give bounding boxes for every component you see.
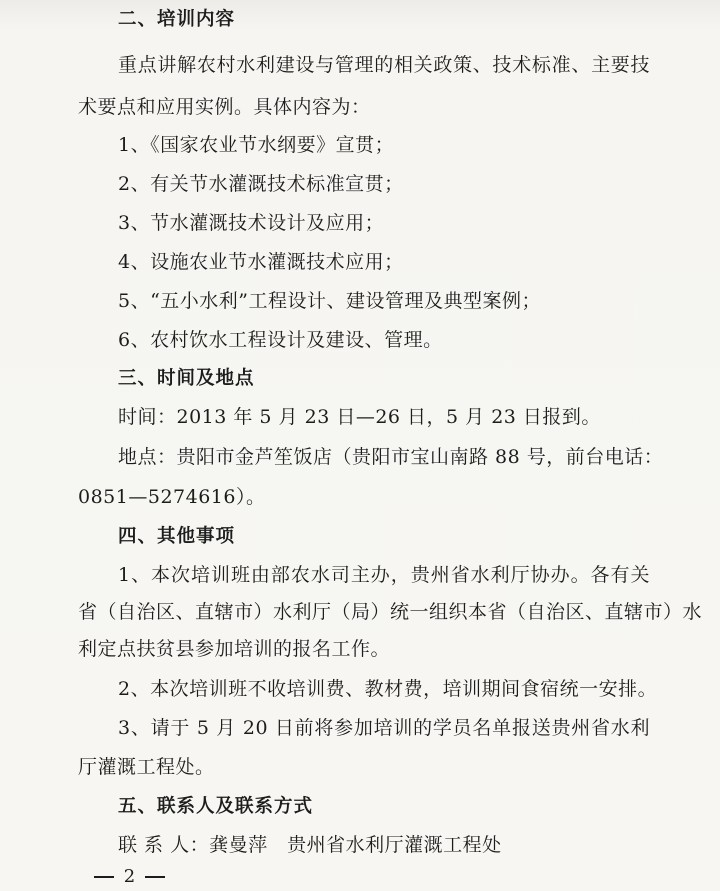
time-line: 时间：2013 年 5 月 23 日—26 日，5 月 23 日报到。 xyxy=(118,406,601,428)
list-item: 2、有关节水灌溉技术标准宣贯； xyxy=(118,173,404,195)
paragraph-line: 术要点和应用实例。具体内容为： xyxy=(78,96,371,118)
paragraph-line: 厅灌溉工程处。 xyxy=(78,756,215,778)
section-heading-contact: 五、联系人及联系方式 xyxy=(118,796,314,817)
paragraph-line: 利定点扶贫县参加培训的报名工作。 xyxy=(78,638,391,660)
paragraph-line: 2、本次培训班不收培训费、教材费，培训期间食宿统一安排。 xyxy=(118,678,658,700)
section-heading-other-matters: 四、其他事项 xyxy=(118,526,236,547)
list-item: 5、“五小水利”工程设计、建设管理及典型案例； xyxy=(118,290,542,312)
paragraph-line: 1、本次培训班由部农水司主办，贵州省水利厅协办。各有关 xyxy=(118,564,650,586)
section-heading-time-place: 三、时间及地点 xyxy=(118,368,255,389)
list-item: 1、《国家农业节水纲要》宣贯； xyxy=(118,134,395,156)
section-heading-training-content: 二、培训内容 xyxy=(118,9,236,30)
dash-right xyxy=(145,876,165,878)
paragraph-line: 3、请于 5 月 20 日前将参加培训的学员名单报送贵州省水利 xyxy=(118,717,650,739)
contact-line: 联 系 人：龚曼萍 贵州省水利厅灌溉工程处 xyxy=(118,834,502,856)
place-line-continued: 0851—5274616）。 xyxy=(78,486,266,508)
paragraph-line: 省（自治区、直辖市）水利厅（局）统一组织本省（自治区、直辖市）水 xyxy=(78,601,703,623)
list-item: 3、节水灌溉技术设计及应用； xyxy=(118,212,385,234)
page-footer xyxy=(90,866,169,888)
dash-left xyxy=(94,876,114,878)
list-item: 6、农村饮水工程设计及建设、管理。 xyxy=(118,329,443,351)
place-line: 地点：贵阳市金芦笙饭店（贵阳市宝山南路 88 号，前台电话： xyxy=(118,446,664,468)
list-item: 4、设施农业节水灌溉技术应用； xyxy=(118,251,404,273)
page-number: 2 xyxy=(123,866,136,887)
paragraph-line: 重点讲解农村水利建设与管理的相关政策、技术标准、主要技 xyxy=(118,54,650,76)
